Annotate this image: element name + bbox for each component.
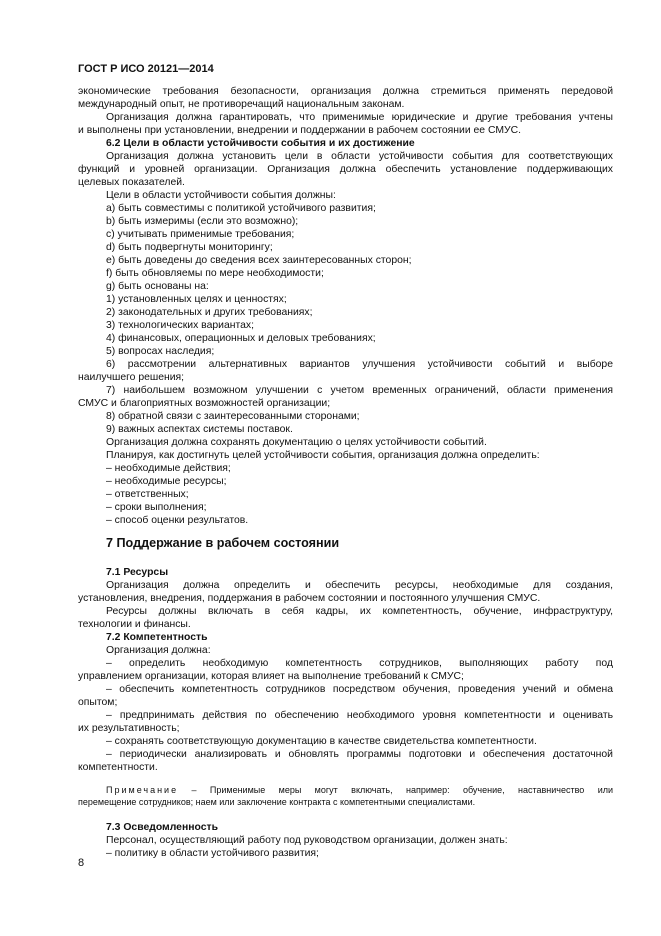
text-line: c) учитывать применимые требования; xyxy=(106,229,295,240)
text-line: 7) наибольшем возможном улучшении с учетом временных ограничений, области применения xyxy=(106,385,613,396)
document-header: ГОСТ Р ИСО 20121—2014 xyxy=(78,63,214,75)
subsection-heading: 7.1 Ресурсы xyxy=(106,567,169,578)
text-line: технологии и финансы. xyxy=(78,619,191,630)
text-line: 5) вопросах наследия; xyxy=(106,346,215,357)
note-line-2: перемещение сотрудников; наем или заключение контракта с компетентными специалистами. xyxy=(78,797,476,807)
text-line: Организация должна: xyxy=(106,645,211,656)
text-line: e) быть доведены до сведения всех заинтересованных сторон; xyxy=(106,255,412,266)
text-line: d) быть подвергнуты мониторингу; xyxy=(106,242,273,253)
text-line: – определить необходимую компетентность сотрудников, выполняющих работу под xyxy=(106,658,613,669)
note-label: Примечание xyxy=(106,785,179,795)
text-line: Ресурсы должны включать в себя кадры, их компетентность, обучение, инфраструктуру, xyxy=(106,606,613,617)
text-line: международный опыт, не противоречащий национальным законам. xyxy=(78,99,405,110)
text-line: управлением организации, которая влияет на выполнение требований к СМУС; xyxy=(78,671,464,682)
text-line: Организация должна определить и обеспечить ресурсы, необходимые для создания, xyxy=(106,580,613,591)
text-line: Персонал, осуществляющий работу под руководством организации, должен знать: xyxy=(106,835,508,846)
text-line: Организация должна сохранять документацию о целях устойчивости событий. xyxy=(106,437,487,448)
text-line: – периодически анализировать и обновлять программы подготовки и обеспечения достаточной xyxy=(106,749,613,760)
text-line: – политику в области устойчивого развития; xyxy=(106,848,319,859)
text-line: – необходимые ресурсы; xyxy=(106,476,227,487)
text-line: – сохранять соответствующую документацию в качестве свидетельства компетентности. xyxy=(106,736,537,747)
text-line: целевых показателей. xyxy=(78,177,185,188)
text-line: 2) законодательных и других требованиях; xyxy=(106,307,313,318)
text-line: g) быть основаны на: xyxy=(106,281,209,292)
text-line: установления, внедрения, поддержания в рабочем состоянии и постоянного улучшения СМУС. xyxy=(78,593,541,604)
text-line: 9) важных аспектах системы поставок. xyxy=(106,424,293,435)
text-line: 6) рассмотрении альтернативных вариантов улучшения устойчивости событий и выборе xyxy=(106,359,613,370)
text-line: – необходимые действия; xyxy=(106,463,231,474)
text-line: – обеспечить компетентность сотрудников посредством обучения, проведения учений и обмена xyxy=(106,684,613,695)
text-line: Организация должна установить цели в области устойчивости события для соответствующих xyxy=(106,151,613,162)
text-line: 4) финансовых, операционных и деловых требованиях; xyxy=(106,333,376,344)
section-heading: 7 Поддержание в рабочем состоянии xyxy=(106,536,340,550)
text-line: – предпринимать действия по обеспечению необходимого уровня компетентности и оценивать xyxy=(106,710,613,721)
text-line: – способ оценки результатов. xyxy=(106,515,249,526)
text-line: и выполнены при установлении, внедрении и поддержании в рабочем состоянии ее СМУС. xyxy=(78,125,521,136)
text-line: опытом; xyxy=(78,697,118,708)
text-line: Планируя, как достигнуть целей устойчивости события, организация должна определить: xyxy=(106,450,540,461)
text-line: Организация должна гарантировать, что применимые юридические и другие требования учтены xyxy=(106,112,613,123)
text-line: 3) технологических вариантах; xyxy=(106,320,254,331)
subsection-heading: 7.3 Осведомленность xyxy=(106,822,218,833)
text-line: Цели в области устойчивости события должны: xyxy=(106,190,336,201)
text-line: f) быть обновляемы по мере необходимости; xyxy=(106,268,324,279)
text-line: a) быть совместимы с политикой устойчивого развития; xyxy=(106,203,376,214)
text-line: b) быть измеримы (если это возможно); xyxy=(106,216,299,227)
text-line: экономические требования безопасности, организация должна стремиться применять передовой xyxy=(78,86,613,97)
subsection-heading: 7.2 Компетентность xyxy=(106,632,208,643)
note-text-1: – Применимые меры могут включать, например: обучение, наставничество или xyxy=(178,785,613,795)
text-line: – сроки выполнения; xyxy=(106,502,207,513)
text-line: – ответственных; xyxy=(106,489,189,500)
subsection-heading: 6.2 Цели в области устойчивости события и их достижение xyxy=(106,138,415,149)
text-line: 1) установленных целях и ценностях; xyxy=(106,294,287,305)
text-line: компетентности. xyxy=(78,762,158,773)
text-line: 8) обратной связи с заинтересованными сторонами; xyxy=(106,411,360,422)
text-line: наилучшего решения; xyxy=(78,372,185,383)
text-line: функций и уровней организации. Организация должна обеспечить установление поддерживающих xyxy=(78,164,613,175)
text-line: СМУС и благоприятных возможностей организации; xyxy=(78,398,331,409)
text-line: их результативность; xyxy=(78,723,180,734)
page-number: 8 xyxy=(78,857,85,869)
